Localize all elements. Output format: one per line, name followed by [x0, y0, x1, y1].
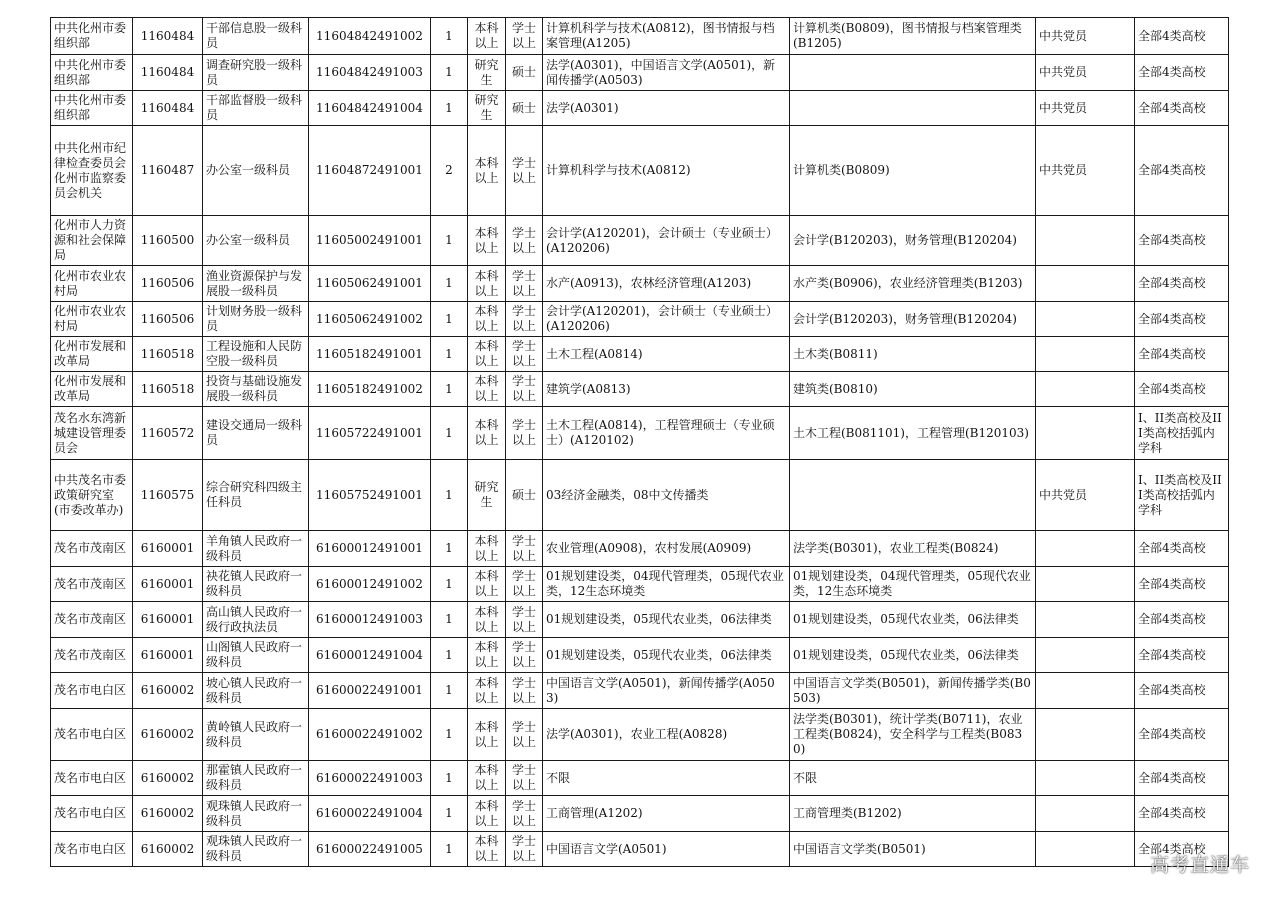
position-code-cell: 11604872491001 — [309, 126, 431, 216]
school-category-cell: 全部4类高校 — [1135, 709, 1229, 761]
position-name-cell: 干部信息股一级科员 — [203, 18, 309, 55]
position-name-cell: 袂花镇人民政府一级科员 — [203, 567, 309, 602]
table-row — [51, 216, 1229, 266]
undergraduate-major-cell: 01规划建设类，05现代农业类，06法律类 — [790, 602, 1036, 638]
political-status-cell — [1036, 832, 1135, 867]
undergraduate-major-cell: 计算机类(B0809) — [790, 126, 1036, 216]
unit-code-cell: 1160518 — [133, 372, 203, 407]
education-cell: 研究生 — [468, 55, 506, 91]
degree-cell: 硕士 — [506, 460, 543, 531]
position-code-cell: 11604842491002 — [309, 18, 431, 55]
undergraduate-major-cell: 01规划建设类，05现代农业类，06法律类 — [790, 638, 1036, 673]
unit-code-cell: 6160002 — [133, 673, 203, 709]
unit-code-cell: 1160575 — [133, 460, 203, 531]
degree-cell: 学士以上 — [506, 126, 543, 216]
position-code-cell: 61600022491001 — [309, 673, 431, 709]
position-name-cell: 调查研究股一级科员 — [203, 55, 309, 91]
unit-code-cell: 1160484 — [133, 18, 203, 55]
graduate-major-cell: 水产(A0913)，农林经济管理(A1203) — [543, 266, 790, 302]
graduate-major-cell: 01规划建设类，05现代农业类，06法律类 — [543, 602, 790, 638]
education-cell: 本科以上 — [468, 761, 506, 796]
school-category-cell: 全部4类高校 — [1135, 18, 1229, 55]
table-row — [51, 531, 1229, 567]
table-row — [51, 337, 1229, 372]
table-row — [51, 266, 1229, 302]
school-category-cell: I、II类高校及III类高校括弧内学科 — [1135, 460, 1229, 531]
position-name-cell: 计划财务股一级科员 — [203, 302, 309, 337]
school-category-cell: 全部4类高校 — [1135, 216, 1229, 266]
school-category-cell: 全部4类高校 — [1135, 302, 1229, 337]
unit-name-cell: 茂名市电白区 — [51, 709, 133, 761]
undergraduate-major-cell: 不限 — [790, 761, 1036, 796]
political-status-cell: 中共党员 — [1036, 126, 1135, 216]
table-row — [51, 567, 1229, 602]
position-name-cell: 那霍镇人民政府一级科员 — [203, 761, 309, 796]
graduate-major-cell: 01规划建设类，05现代农业类，06法律类 — [543, 638, 790, 673]
position-code-cell: 61600022491002 — [309, 709, 431, 761]
degree-cell: 学士以上 — [506, 18, 543, 55]
degree-cell: 学士以上 — [506, 796, 543, 832]
unit-name-cell: 化州市农业农村局 — [51, 302, 133, 337]
degree-cell: 学士以上 — [506, 673, 543, 709]
education-cell: 本科以上 — [468, 832, 506, 867]
position-name-cell: 干部监督股一级科员 — [203, 91, 309, 126]
school-category-cell: 全部4类高校 — [1135, 832, 1229, 867]
degree-cell: 学士以上 — [506, 832, 543, 867]
table-row — [51, 91, 1229, 126]
position-code-cell: 61600022491005 — [309, 832, 431, 867]
table-row — [51, 126, 1229, 216]
school-category-cell: 全部4类高校 — [1135, 638, 1229, 673]
position-code-cell: 11604842491004 — [309, 91, 431, 126]
unit-code-cell: 6160001 — [133, 602, 203, 638]
political-status-cell: 中共党员 — [1036, 91, 1135, 126]
position-code-cell: 11605062491001 — [309, 266, 431, 302]
table-row — [51, 302, 1229, 337]
education-cell: 本科以上 — [468, 216, 506, 266]
education-cell: 本科以上 — [468, 302, 506, 337]
political-status-cell — [1036, 567, 1135, 602]
table-row — [51, 638, 1229, 673]
position-code-cell: 11604842491003 — [309, 55, 431, 91]
education-cell: 本科以上 — [468, 531, 506, 567]
education-cell: 本科以上 — [468, 796, 506, 832]
degree-cell: 学士以上 — [506, 216, 543, 266]
position-name-cell: 羊角镇人民政府一级科员 — [203, 531, 309, 567]
headcount-cell: 1 — [431, 337, 468, 372]
degree-cell: 学士以上 — [506, 638, 543, 673]
table-row — [51, 673, 1229, 709]
unit-code-cell: 6160001 — [133, 638, 203, 673]
degree-cell: 学士以上 — [506, 602, 543, 638]
position-code-cell: 11605182491002 — [309, 372, 431, 407]
position-code-cell: 11605182491001 — [309, 337, 431, 372]
unit-code-cell: 6160001 — [133, 567, 203, 602]
unit-name-cell: 化州市农业农村局 — [51, 266, 133, 302]
political-status-cell — [1036, 638, 1135, 673]
education-cell: 本科以上 — [468, 126, 506, 216]
position-name-cell: 坡心镇人民政府一级科员 — [203, 673, 309, 709]
headcount-cell: 1 — [431, 407, 468, 460]
undergraduate-major-cell: 会计学(B120203)，财务管理(B120204) — [790, 302, 1036, 337]
position-name-cell: 办公室一级科员 — [203, 126, 309, 216]
graduate-major-cell: 不限 — [543, 761, 790, 796]
position-code-cell: 11605752491001 — [309, 460, 431, 531]
degree-cell: 学士以上 — [506, 531, 543, 567]
graduate-major-cell: 建筑学(A0813) — [543, 372, 790, 407]
school-category-cell: I、II类高校及III类高校括弧内学科 — [1135, 407, 1229, 460]
school-category-cell: 全部4类高校 — [1135, 372, 1229, 407]
graduate-major-cell: 土木工程(A0814)，工程管理硕士（专业硕士）(A120102) — [543, 407, 790, 460]
education-cell: 本科以上 — [468, 372, 506, 407]
political-status-cell — [1036, 531, 1135, 567]
unit-code-cell: 1160506 — [133, 266, 203, 302]
education-cell: 研究生 — [468, 460, 506, 531]
graduate-major-cell: 法学(A0301)，中国语言文学(A0501)，新闻传播学(A0503) — [543, 55, 790, 91]
education-cell: 本科以上 — [468, 18, 506, 55]
graduate-major-cell: 法学(A0301)，农业工程(A0828) — [543, 709, 790, 761]
unit-code-cell: 1160487 — [133, 126, 203, 216]
position-code-cell: 61600012491002 — [309, 567, 431, 602]
undergraduate-major-cell: 建筑类(B0810) — [790, 372, 1036, 407]
school-category-cell: 全部4类高校 — [1135, 761, 1229, 796]
unit-name-cell: 茂名市茂南区 — [51, 531, 133, 567]
unit-name-cell: 中共化州市委组织部 — [51, 91, 133, 126]
table-body — [51, 18, 1229, 867]
degree-cell: 硕士 — [506, 91, 543, 126]
graduate-major-cell: 工商管理(A1202) — [543, 796, 790, 832]
political-status-cell — [1036, 673, 1135, 709]
education-cell: 本科以上 — [468, 407, 506, 460]
position-name-cell: 观珠镇人民政府一级科员 — [203, 832, 309, 867]
degree-cell: 学士以上 — [506, 372, 543, 407]
graduate-major-cell: 计算机科学与技术(A0812) — [543, 126, 790, 216]
table-row — [51, 796, 1229, 832]
school-category-cell: 全部4类高校 — [1135, 567, 1229, 602]
unit-code-cell: 1160484 — [133, 55, 203, 91]
unit-code-cell: 1160506 — [133, 302, 203, 337]
headcount-cell: 1 — [431, 216, 468, 266]
position-code-cell: 61600022491004 — [309, 796, 431, 832]
education-cell: 本科以上 — [468, 266, 506, 302]
position-name-cell: 工程设施和人民防空股一级科员 — [203, 337, 309, 372]
education-cell: 本科以上 — [468, 602, 506, 638]
position-code-cell: 61600012491001 — [309, 531, 431, 567]
political-status-cell — [1036, 372, 1135, 407]
graduate-major-cell: 会计学(A120201)，会计硕士（专业硕士）(A120206) — [543, 302, 790, 337]
position-name-cell: 综合研究科四级主任科员 — [203, 460, 309, 531]
degree-cell: 学士以上 — [506, 266, 543, 302]
school-category-cell: 全部4类高校 — [1135, 796, 1229, 832]
undergraduate-major-cell: 会计学(B120203)，财务管理(B120204) — [790, 216, 1036, 266]
education-cell: 本科以上 — [468, 337, 506, 372]
school-category-cell: 全部4类高校 — [1135, 266, 1229, 302]
position-name-cell: 办公室一级科员 — [203, 216, 309, 266]
education-cell: 研究生 — [468, 91, 506, 126]
table-row — [51, 761, 1229, 796]
position-name-cell: 渔业资源保护与发展股一级科员 — [203, 266, 309, 302]
political-status-cell: 中共党员 — [1036, 18, 1135, 55]
headcount-cell: 1 — [431, 602, 468, 638]
undergraduate-major-cell: 土木类(B0811) — [790, 337, 1036, 372]
undergraduate-major-cell: 中国语言文学类(B0501)，新闻传播学类(B0503) — [790, 673, 1036, 709]
headcount-cell: 1 — [431, 531, 468, 567]
table-row — [51, 18, 1229, 55]
headcount-cell: 1 — [431, 673, 468, 709]
education-cell: 本科以上 — [468, 638, 506, 673]
unit-code-cell: 6160001 — [133, 531, 203, 567]
unit-code-cell: 6160002 — [133, 761, 203, 796]
position-code-cell: 11605722491001 — [309, 407, 431, 460]
headcount-cell: 1 — [431, 460, 468, 531]
unit-name-cell: 化州市人力资源和社会保障局 — [51, 216, 133, 266]
political-status-cell — [1036, 796, 1135, 832]
undergraduate-major-cell: 计算机类(B0809)，图书情报与档案管理类(B1205) — [790, 18, 1036, 55]
political-status-cell — [1036, 266, 1135, 302]
headcount-cell: 1 — [431, 709, 468, 761]
headcount-cell: 1 — [431, 372, 468, 407]
unit-code-cell: 1160518 — [133, 337, 203, 372]
undergraduate-major-cell — [790, 55, 1036, 91]
undergraduate-major-cell: 土木工程(B081101)，工程管理(B120103) — [790, 407, 1036, 460]
undergraduate-major-cell — [790, 91, 1036, 126]
unit-code-cell: 1160484 — [133, 91, 203, 126]
unit-name-cell: 茂名市电白区 — [51, 673, 133, 709]
position-name-cell: 观珠镇人民政府一级科员 — [203, 796, 309, 832]
political-status-cell — [1036, 407, 1135, 460]
table-row — [51, 602, 1229, 638]
headcount-cell: 1 — [431, 55, 468, 91]
unit-name-cell: 化州市发展和改革局 — [51, 337, 133, 372]
unit-name-cell: 茂名市茂南区 — [51, 567, 133, 602]
political-status-cell — [1036, 216, 1135, 266]
graduate-major-cell: 中国语言文学(A0501)，新闻传播学(A0503) — [543, 673, 790, 709]
graduate-major-cell: 农业管理(A0908)，农村发展(A0909) — [543, 531, 790, 567]
graduate-major-cell: 中国语言文学(A0501) — [543, 832, 790, 867]
table-row — [51, 460, 1229, 531]
undergraduate-major-cell: 水产类(B0906)，农业经济管理类(B1203) — [790, 266, 1036, 302]
degree-cell: 学士以上 — [506, 709, 543, 761]
position-name-cell: 建设交通局一级科员 — [203, 407, 309, 460]
undergraduate-major-cell: 法学类(B0301)，农业工程类(B0824) — [790, 531, 1036, 567]
political-status-cell: 中共党员 — [1036, 55, 1135, 91]
graduate-major-cell: 计算机科学与技术(A0812)，图书情报与档案管理(A1205) — [543, 18, 790, 55]
undergraduate-major-cell: 中国语言文学类(B0501) — [790, 832, 1036, 867]
education-cell: 本科以上 — [468, 709, 506, 761]
unit-code-cell: 6160002 — [133, 796, 203, 832]
graduate-major-cell: 法学(A0301) — [543, 91, 790, 126]
unit-name-cell: 茂名市电白区 — [51, 832, 133, 867]
headcount-cell: 1 — [431, 18, 468, 55]
graduate-major-cell: 01规划建设类，04现代管理类，05现代农业类，12生态环境类 — [543, 567, 790, 602]
education-cell: 本科以上 — [468, 673, 506, 709]
unit-name-cell: 化州市发展和改革局 — [51, 372, 133, 407]
headcount-cell: 1 — [431, 832, 468, 867]
graduate-major-cell: 土木工程(A0814) — [543, 337, 790, 372]
political-status-cell — [1036, 709, 1135, 761]
position-code-cell: 11605002491001 — [309, 216, 431, 266]
position-name-cell: 黄岭镇人民政府一级科员 — [203, 709, 309, 761]
table-row — [51, 372, 1229, 407]
position-code-cell: 11605062491002 — [309, 302, 431, 337]
position-name-cell: 高山镇人民政府一级行政执法员 — [203, 602, 309, 638]
headcount-cell: 1 — [431, 638, 468, 673]
school-category-cell: 全部4类高校 — [1135, 55, 1229, 91]
undergraduate-major-cell: 法学类(B0301)，统计学类(B0711)，农业工程类(B0824)，安全科学与工程类(B0830) — [790, 709, 1036, 761]
unit-name-cell: 中共化州市纪律检查委员会化州市监察委员会机关 — [51, 126, 133, 216]
unit-name-cell: 茂名市茂南区 — [51, 638, 133, 673]
school-category-cell: 全部4类高校 — [1135, 126, 1229, 216]
unit-name-cell: 茂名市电白区 — [51, 796, 133, 832]
unit-name-cell: 中共化州市委组织部 — [51, 55, 133, 91]
position-name-cell: 山阁镇人民政府一级科员 — [203, 638, 309, 673]
undergraduate-major-cell — [790, 460, 1036, 531]
recruitment-table — [50, 17, 1229, 867]
position-code-cell: 61600022491003 — [309, 761, 431, 796]
degree-cell: 学士以上 — [506, 761, 543, 796]
school-category-cell: 全部4类高校 — [1135, 531, 1229, 567]
table-row — [51, 407, 1229, 460]
headcount-cell: 1 — [431, 796, 468, 832]
degree-cell: 学士以上 — [506, 407, 543, 460]
unit-name-cell: 中共茂名市委政策研究室(市委改革办) — [51, 460, 133, 531]
unit-name-cell: 中共化州市委组织部 — [51, 18, 133, 55]
headcount-cell: 1 — [431, 761, 468, 796]
undergraduate-major-cell: 01规划建设类，04现代管理类，05现代农业类，12生态环境类 — [790, 567, 1036, 602]
unit-code-cell: 6160002 — [133, 709, 203, 761]
unit-name-cell: 茂名水东湾新城建设管理委员会 — [51, 407, 133, 460]
degree-cell: 学士以上 — [506, 337, 543, 372]
unit-name-cell: 茂名市茂南区 — [51, 602, 133, 638]
graduate-major-cell: 03经济金融类，08中文传播类 — [543, 460, 790, 531]
political-status-cell: 中共党员 — [1036, 460, 1135, 531]
school-category-cell: 全部4类高校 — [1135, 602, 1229, 638]
unit-code-cell: 1160572 — [133, 407, 203, 460]
headcount-cell: 1 — [431, 302, 468, 337]
position-name-cell: 投资与基础设施发展股一级科员 — [203, 372, 309, 407]
position-code-cell: 61600012491004 — [309, 638, 431, 673]
undergraduate-major-cell: 工商管理类(B1202) — [790, 796, 1036, 832]
unit-name-cell: 茂名市电白区 — [51, 761, 133, 796]
headcount-cell: 1 — [431, 567, 468, 602]
political-status-cell — [1036, 602, 1135, 638]
school-category-cell: 全部4类高校 — [1135, 91, 1229, 126]
degree-cell: 学士以上 — [506, 567, 543, 602]
education-cell: 本科以上 — [468, 567, 506, 602]
unit-code-cell: 1160500 — [133, 216, 203, 266]
political-status-cell — [1036, 337, 1135, 372]
degree-cell: 硕士 — [506, 55, 543, 91]
table-row — [51, 832, 1229, 867]
headcount-cell: 1 — [431, 91, 468, 126]
degree-cell: 学士以上 — [506, 302, 543, 337]
graduate-major-cell: 会计学(A120201)，会计硕士（专业硕士）(A120206) — [543, 216, 790, 266]
table-row — [51, 709, 1229, 761]
unit-code-cell: 6160002 — [133, 832, 203, 867]
political-status-cell — [1036, 302, 1135, 337]
position-code-cell: 61600012491003 — [309, 602, 431, 638]
table-row — [51, 55, 1229, 91]
school-category-cell: 全部4类高校 — [1135, 337, 1229, 372]
watermark: 高考直通车 — [1149, 854, 1250, 876]
headcount-cell: 1 — [431, 266, 468, 302]
school-category-cell: 全部4类高校 — [1135, 673, 1229, 709]
political-status-cell — [1036, 761, 1135, 796]
headcount-cell: 2 — [431, 126, 468, 216]
